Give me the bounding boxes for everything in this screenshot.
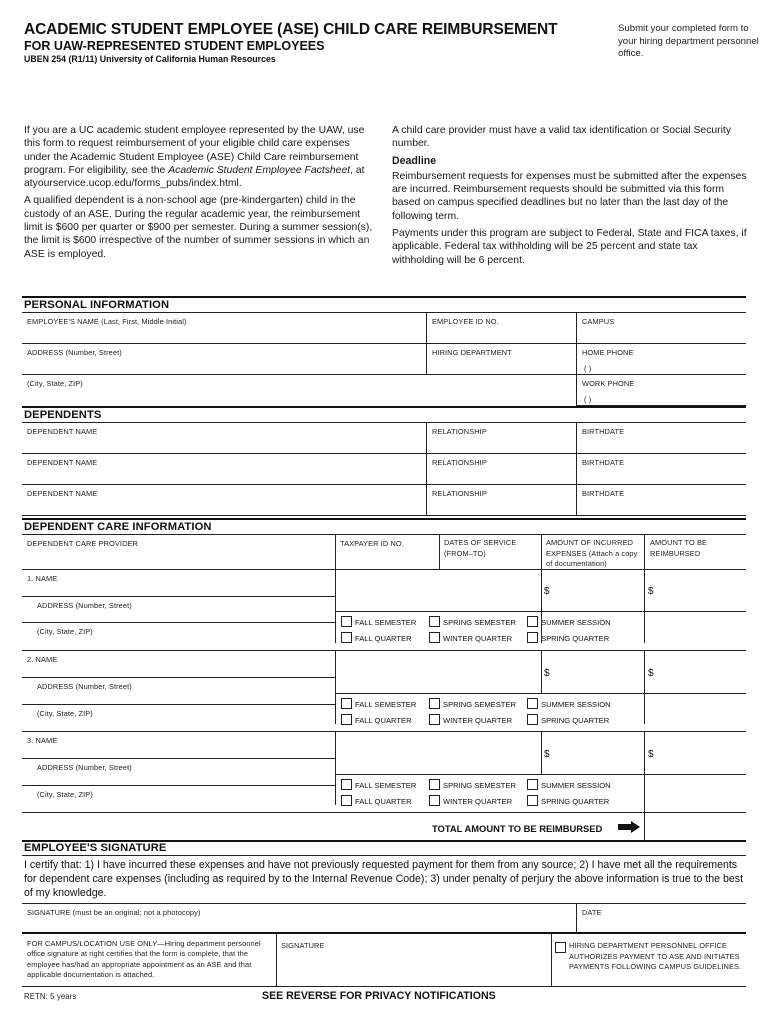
divider — [22, 903, 746, 904]
winter-quarter-checkbox[interactable] — [429, 632, 440, 643]
privacy-notice: SEE REVERSE FOR PRIVACY NOTIFICATIONS — [262, 990, 496, 1002]
fall-semester-checkbox[interactable] — [341, 779, 352, 790]
divider — [22, 518, 746, 520]
personal-info-heading: PERSONAL INFORMATION — [24, 299, 170, 311]
divider — [22, 731, 746, 732]
retention-note: RETN: 5 years — [24, 992, 77, 1001]
deadline-heading: Deadline — [392, 154, 437, 167]
dependent-name-field[interactable]: DEPENDENT NAME — [27, 427, 98, 436]
intro-text: If you are a UC academic student employee represented by the UAW, use this form to request reimbursement of your eligible child care expenses under the Academic Student Employee (ASE) Child Care reimbursement program. For eligibility, see the — [24, 125, 365, 176]
provider-3-name-field[interactable]: 3. NAME — [27, 736, 58, 745]
divider — [22, 296, 746, 298]
divider — [576, 903, 577, 933]
divider — [439, 534, 440, 569]
hiring-authorization-checkbox[interactable] — [555, 942, 566, 953]
intro-text-url: , at atyourservice.ucop.edu/forms_pubs/index.html. — [24, 164, 365, 190]
summer-session-label: SUMMER SESSION — [541, 781, 611, 790]
divider — [576, 422, 577, 515]
amount-reimbursed-2-field[interactable]: $ — [648, 668, 654, 679]
taxpayer-column-header: TAXPAYER ID NO. — [340, 539, 404, 548]
fall-quarter-checkbox[interactable] — [341, 632, 352, 643]
divider — [22, 453, 746, 454]
divider — [22, 515, 746, 516]
city-state-zip-field[interactable]: (City, State, ZIP) — [27, 379, 83, 388]
provider-3-address-field[interactable]: ADDRESS (Number, Street) — [37, 763, 132, 772]
fall-semester-label: FALL SEMESTER — [355, 700, 417, 709]
divider — [335, 650, 336, 724]
summer-session-label: SUMMER SESSION — [541, 700, 611, 709]
amount-incurred-1-field[interactable]: $ — [544, 586, 550, 597]
fall-quarter-checkbox[interactable] — [341, 795, 352, 806]
employee-signature-heading: EMPLOYEE'S SIGNATURE — [24, 842, 167, 854]
birthdate-field[interactable]: BIRTHDATE — [582, 458, 625, 467]
arrow-right-icon — [618, 821, 640, 833]
hiring-department-field[interactable]: HIRING DEPARTMENT — [432, 348, 512, 357]
divider — [335, 534, 336, 643]
personnel-signature-field[interactable]: SIGNATURE — [281, 941, 325, 950]
amount-reimbursed-3-field[interactable]: $ — [648, 749, 654, 760]
submit-note: Submit your completed form to your hiring department personnel office. — [618, 23, 759, 59]
home-phone-field[interactable]: ( ) — [584, 364, 592, 373]
employee-name-field[interactable]: EMPLOYEE'S NAME (Last, First, Middle Initial) — [27, 317, 187, 326]
campus-use-note: FOR CAMPUS/LOCATION USE ONLY—Hiring department personnel office signature at right certifies that the form is complete, that the employee has/had an appropriate appointment as an ASE and that applicable documentation is attached. — [27, 939, 261, 980]
factsheet-title: Academic Student Employee Factsheet — [168, 164, 351, 176]
dates-column-header: DATES OF SERVICE (FROM–TO) — [444, 538, 517, 558]
dependent-name-field[interactable]: DEPENDENT NAME — [27, 458, 98, 467]
fall-semester-checkbox[interactable] — [341, 616, 352, 627]
divider — [644, 731, 645, 841]
spring-semester-label: SPRING SEMESTER — [443, 700, 516, 709]
provider-1-city-field[interactable]: (City, State, ZIP) — [37, 627, 93, 636]
fall-quarter-label: FALL QUARTER — [355, 634, 412, 643]
spring-quarter-label: SPRING QUARTER — [541, 797, 610, 806]
divider — [22, 422, 746, 423]
spring-semester-label: SPRING SEMESTER — [443, 781, 516, 790]
amount-reimbursed-1-field[interactable]: $ — [648, 586, 654, 597]
dependent-name-field[interactable]: DEPENDENT NAME — [27, 489, 98, 498]
date-field[interactable]: DATE — [582, 908, 602, 917]
intro-tax-id: A child care provider must have a valid tax identification or Social Security number. — [392, 125, 732, 150]
spring-semester-checkbox[interactable] — [429, 698, 440, 709]
total-label: TOTAL AMOUNT TO BE REIMBURSED — [432, 823, 603, 834]
divider — [335, 693, 746, 694]
employee-id-field[interactable]: EMPLOYEE ID NO. — [432, 317, 499, 326]
employee-signature-field[interactable]: SIGNATURE (must be an original; not a photocopy) — [27, 908, 201, 917]
divider — [541, 731, 542, 775]
divider — [426, 422, 427, 515]
provider-1-address-field[interactable]: ADDRESS (Number, Street) — [37, 601, 132, 610]
form-subtitle: FOR UAW-REPRESENTED STUDENT EMPLOYEES — [24, 39, 325, 53]
winter-quarter-label: WINTER QUARTER — [443, 797, 513, 806]
divider — [276, 934, 277, 986]
divider — [22, 677, 335, 678]
divider — [576, 312, 577, 405]
winter-quarter-checkbox[interactable] — [429, 714, 440, 725]
relationship-field[interactable]: RELATIONSHIP — [432, 427, 487, 436]
intro-taxes: Payments under this program are subject to Federal, State and FICA taxes, if applicable. Federal tax withholding will be 25 percent and state tax withholding will be 6 percent. — [392, 228, 747, 266]
winter-quarter-label: WINTER QUARTER — [443, 716, 513, 725]
intro-right — [392, 124, 750, 271]
divider — [22, 650, 746, 651]
divider — [22, 932, 746, 934]
divider — [22, 596, 335, 597]
divider — [22, 343, 746, 344]
spring-quarter-checkbox[interactable] — [527, 714, 538, 725]
divider — [22, 812, 746, 813]
provider-2-name-field[interactable]: 2. NAME — [27, 655, 58, 664]
divider — [335, 774, 746, 775]
provider-2-address-field[interactable]: ADDRESS (Number, Street) — [37, 682, 132, 691]
fall-quarter-checkbox[interactable] — [341, 714, 352, 725]
dependents-heading: DEPENDENTS — [24, 409, 102, 421]
summer-session-checkbox[interactable] — [527, 779, 538, 790]
fall-semester-label: FALL SEMESTER — [355, 618, 417, 627]
spring-semester-checkbox[interactable] — [429, 779, 440, 790]
summer-session-checkbox[interactable] — [527, 698, 538, 709]
divider — [22, 986, 746, 987]
provider-3-city-field[interactable]: (City, State, ZIP) — [37, 790, 93, 799]
relationship-field[interactable]: RELATIONSHIP — [432, 489, 487, 498]
fall-semester-checkbox[interactable] — [341, 698, 352, 709]
amount-incurred-column-header: AMOUNT OF INCURRED EXPENSES (Attach a copy of documentation) — [546, 538, 638, 568]
divider — [22, 484, 746, 485]
divider — [22, 704, 335, 705]
divider — [541, 650, 542, 694]
address-field[interactable]: ADDRESS (Number, Street) — [27, 348, 122, 357]
spring-semester-checkbox[interactable] — [429, 616, 440, 627]
divider — [335, 731, 336, 805]
work-phone-field[interactable]: ( ) — [584, 395, 592, 404]
divider — [335, 611, 746, 612]
amount-reimbursed-column-header: AMOUNT TO BE REIMBURSED — [650, 538, 708, 558]
birthdate-field[interactable]: BIRTHDATE — [582, 489, 625, 498]
provider-column-header: DEPENDENT CARE PROVIDER — [27, 539, 138, 548]
spring-semester-label: SPRING SEMESTER — [443, 618, 516, 627]
divider — [22, 569, 746, 570]
divider — [22, 312, 746, 313]
winter-quarter-label: WINTER QUARTER — [443, 634, 513, 643]
divider — [644, 534, 645, 643]
intro-eligibility — [24, 124, 374, 190]
relationship-field[interactable]: RELATIONSHIP — [432, 458, 487, 467]
fall-quarter-label: FALL QUARTER — [355, 797, 412, 806]
amount-incurred-2-field[interactable]: $ — [544, 668, 550, 679]
summer-session-label: SUMMER SESSION — [541, 618, 611, 627]
divider — [22, 785, 335, 786]
summer-session-checkbox[interactable] — [527, 616, 538, 627]
spring-quarter-checkbox[interactable] — [527, 632, 538, 643]
birthdate-field[interactable]: BIRTHDATE — [582, 427, 625, 436]
spring-quarter-label: SPRING QUARTER — [541, 716, 610, 725]
home-phone-label: HOME PHONE — [582, 348, 634, 357]
divider — [22, 374, 746, 375]
divider — [22, 534, 746, 535]
divider — [426, 312, 427, 374]
form-title: ACADEMIC STUDENT EMPLOYEE (ASE) CHILD CARE REIMBURSEMENT — [24, 21, 558, 38]
fall-quarter-label: FALL QUARTER — [355, 716, 412, 725]
divider — [22, 758, 335, 759]
intro-left — [24, 124, 374, 265]
fall-semester-label: FALL SEMESTER — [355, 781, 417, 790]
spring-quarter-checkbox[interactable] — [527, 795, 538, 806]
provider-2-city-field[interactable]: (City, State, ZIP) — [37, 709, 93, 718]
work-phone-label: WORK PHONE — [582, 379, 635, 388]
dependent-care-heading: DEPENDENT CARE INFORMATION — [24, 521, 212, 533]
spring-quarter-label: SPRING QUARTER — [541, 634, 610, 643]
form-number: UBEN 254 (R1/11) University of California Human Resources — [24, 54, 276, 64]
divider — [22, 622, 335, 623]
divider — [551, 934, 552, 986]
total-amount-field[interactable] — [646, 814, 744, 839]
intro-qualified-dependent: A qualified dependent is a non-school age (pre-kindergarten) child in the custody of an ASE. During the regular academic year, the reimbursement limit is $600 per quarter or $900 per semester. During a summer session(s), the limit is $600 irrespective of the number of summer sessions in which an ASE is employed. — [24, 195, 373, 260]
divider — [22, 406, 746, 408]
divider — [644, 650, 645, 724]
certification-statement: I certify that: 1) I have incurred these expenses and have not previously requested payment for them from any source; 2) I have met all the requirements for dependent care expenses (including as required by to the Internal Revenue Code); 3) under penalty of perjury the above information is true to the best of my knowledge. — [24, 859, 744, 899]
campus-field[interactable]: CAMPUS — [582, 317, 615, 326]
intro-deadline: Reimbursement requests for expenses must be submitted after the expenses are incurred. Reimbursement requests should be submitted via this form based on campus specified deadlines but no later than the last day of the following term. — [392, 170, 747, 222]
amount-incurred-3-field[interactable]: $ — [544, 749, 550, 760]
provider-1-name-field[interactable]: 1. NAME — [27, 574, 58, 583]
winter-quarter-checkbox[interactable] — [429, 795, 440, 806]
hiring-authorization-label: HIRING DEPARTMENT PERSONNEL OFFICE AUTHORIZES PAYMENT TO ASE AND INITIATES PAYMENTS FOLLOWING CAMPUS GUIDELINES. — [569, 941, 742, 971]
divider — [22, 855, 746, 856]
